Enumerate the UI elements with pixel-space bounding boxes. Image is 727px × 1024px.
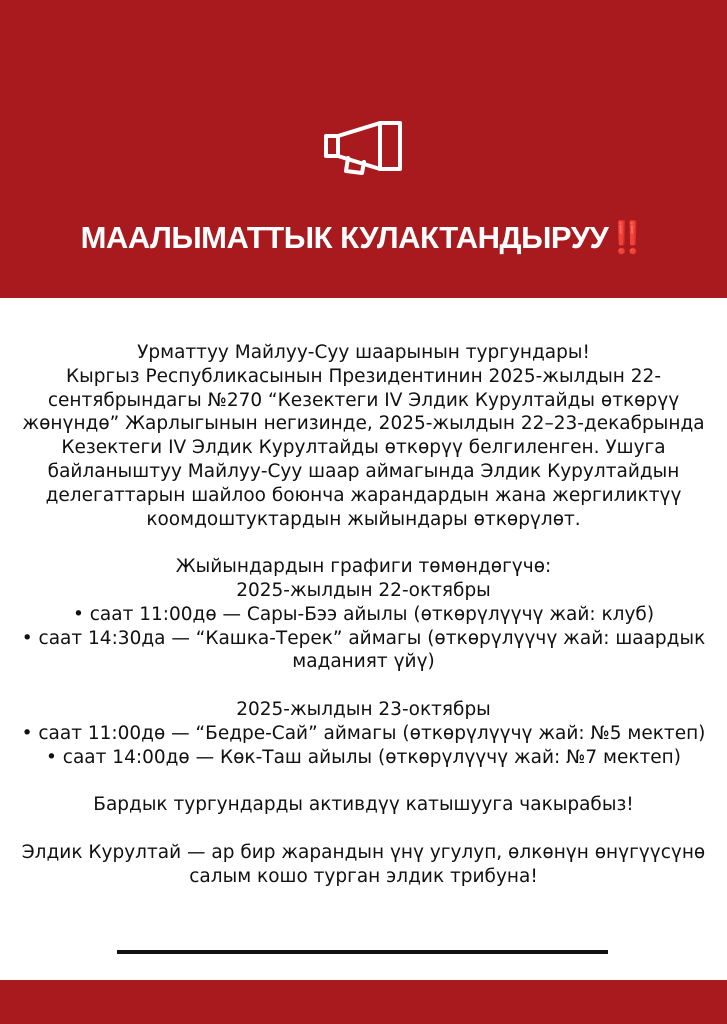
footer-banner	[0, 980, 727, 1024]
announcement-body	[12, 341, 715, 888]
divider-line	[117, 950, 608, 954]
invitation-text: Бардык тургундарды активдүү катышууга чакырабыз!	[93, 794, 634, 816]
megaphone-icon	[322, 118, 406, 176]
header-banner	[0, 0, 727, 298]
greeting: Урматтуу Майлуу-Суу шаарынын тургундары!	[137, 342, 590, 363]
intro-paragraph: Кыргыз Республикасынын Президентинин 2025-жылдын 22-сентябрындагы №270 “Кезектеги IV Элдик Курултайды өткөрүү жөнүндө” Жарлыгынын негизинде, 2025-жылдын 22–23-декабрында Кезектеги IV Элдик Курултайды өткөрүү белгиленген. Ушуга байланыштуу Майлуу-Суу шаар аймагында Элдик Курултайдын делегаттарын шайлоо боюнча жарандардын жана жергиликтүү коомдоштуктардын жыйындары өткөрүлөт.	[22, 365, 705, 530]
list-item: • саат 14:00дө — Көк-Таш айылы (өткөрүлүүчү жай: №7 мектеп)	[46, 746, 681, 768]
list-item: • саат 11:00дө — “Бедре-Сай” аймагы (өткөрүлүүчү жай: №5 мектеп)	[21, 722, 706, 744]
day1-date: 2025-жылдын 22-октябры	[236, 579, 491, 601]
page-title: МААЛЫМАТТЫК КУЛАКТАНДЫРУУ‼️	[80, 220, 647, 255]
schedule-heading: Жыйындардын графиги төмөндөгүчө:	[175, 556, 552, 578]
list-item: • саат 14:30да — “Кашка-Терек” аймагы (өткөрүлүүчү жай: шаардык маданият үйү)	[21, 627, 706, 673]
closing-text: Элдик Курултай — ар бир жарандын үнү угулуп, өлкөнүн өнүгүүсүнө салым кошо турган элдик трибуна!	[21, 841, 706, 887]
day2-date: 2025-жылдын 23-октябры	[236, 698, 491, 720]
list-item: • саат 11:00дө — Сары-Бээ айылы (өткөрүлүүчү жай: клуб)	[72, 603, 655, 625]
